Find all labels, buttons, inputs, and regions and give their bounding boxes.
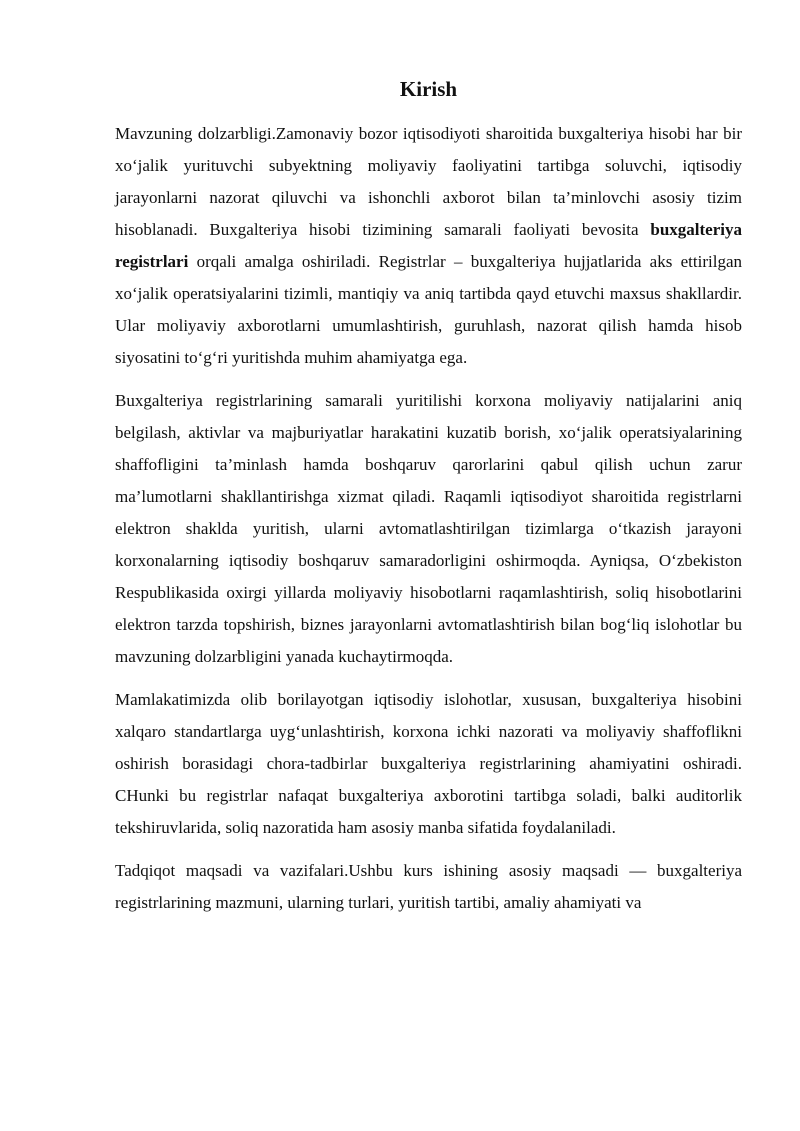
document-body [115,118,742,930]
paragraph-1-text-start: Mavzuning dolzarbligi.Zamonaviy bozor iqtisodiyoti sharoitida buxgalteriya hisobi har bir xo‘jalik yurituvchi subyektning moliyaviy faoliyatini tartibga soluvchi, iqtisodiy jarayonlarni nazorat qiluvchi va ishonchli axborot bilan ta’minlovchi asosiy tizim hisoblanadi. Buxgalteriya hisobi tizimining samarali faoliyati bevosita [115,124,742,239]
paragraph-2: Buxgalteriya registrlarining samarali yuritilishi korxona moliyaviy natijalarini aniq belgilash, aktivlar va majburiyatlar harakatini kuzatib borish, xo‘jalik operatsiyalarining shaffofligini ta’minlash hamda boshqaruv qarorlarini qabul qilish uchun zarur ma’lumotlarni shakllantirishga xizmat qiladi. Raqamli iqtisodiyot sharoitida registrlarni elektron shaklda yuritish, ularni avtomatlashtirilgan tizimlarga o‘tkazish jarayoni korxonalarning iqtisodiy boshqaruv samaradorligini oshirmoqda. Ayniqsa, O‘zbekiston Respublikasida oxirgi yillarda moliyaviy hisobotlarni raqamlashtirish, soliq hisobotlarini elektron tarzda topshirish, biznes jarayonlarni avtomatlashtirish bilan bog‘liq islohotlar bu mavzuning dolzarbligini yanada kuchaytirmoqda. [115,391,742,666]
paragraph-3: Mamlakatimizda olib borilayotgan iqtisodiy islohotlar, xususan, buxgalteriya hisobini xalqaro standartlarga uyg‘unlashtirish, korxona ichki nazorati va moliyaviy shaffoflikni oshirish borasidagi chora-tadbirlar buxgalteriya registrlarining ahamiyatini oshiradi. CHunki bu registrlar nafaqat buxgalteriya axborotini tartibga soladi, balki auditorlik tekshiruvlarida, soliq nazoratida ham asosiy manba sifatida foydalaniladi. [115,690,742,837]
paragraph-1 [115,118,742,374]
paragraph-1-text-end: orqali amalga oshiriladi. Registrlar – buxgalteriya hujjatlarida aks ettirilgan xo‘jalik operatsiyalarini tizimli, mantiqiy va aniq tartibda qayd etuvchi maxsus shakllardir. Ular moliyaviy axborotlarni umumlashtirish, guruhlash, nazorat qilish hamda hisob siyosatini to‘g‘ri yuritishda muhim ahamiyatga ega. [115,252,742,367]
paragraph-4: Tadqiqot maqsadi va vazifalari.Ushbu kurs ishining asosiy maqsadi — buxgalteriya registrlarining mazmuni, ularning turlari, yuritish tartibi, amaliy ahamiyati va [115,861,742,912]
paragraph-1-bold-term: buxgalteriya registrlari [115,220,742,271]
page-title: Kirish [399,77,458,101]
